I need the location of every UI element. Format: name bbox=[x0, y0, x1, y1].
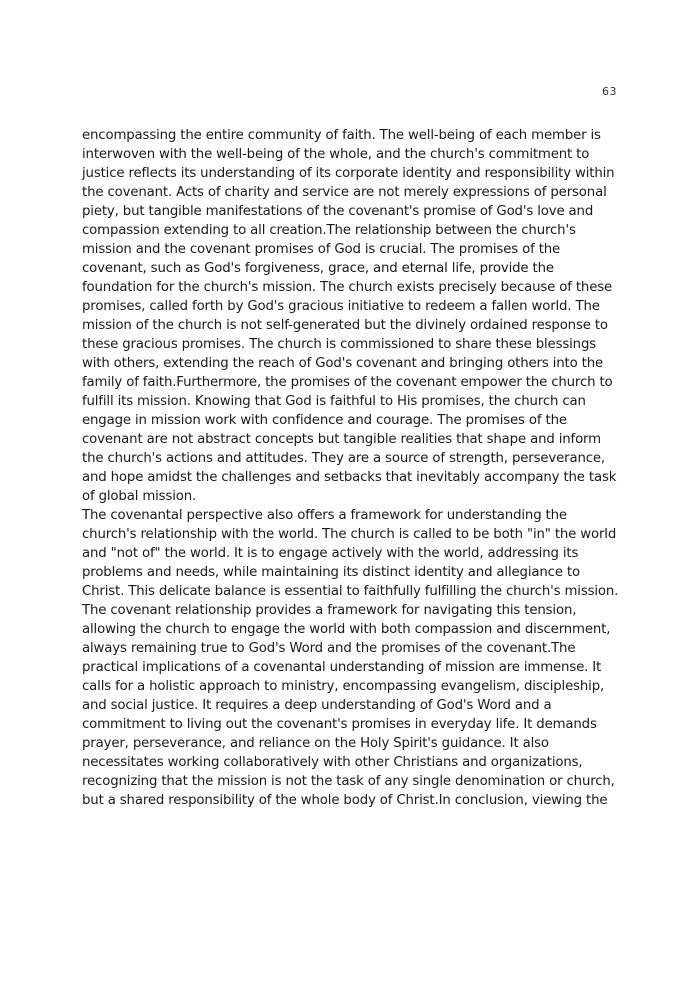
paragraph-1: encompassing the entire community of faith. The well-being of each member is interwoven with the well-being of the whole, and the church's commitment to justice reflects its understanding of its corporate identity and responsibility within the covenant. Acts of charity and service are not merely expressions of personal piety, but tangible manifestations of the covenant's promise of God's love and compassion extending to all creation.The relationship between the church's mission and the covenant promises of God is crucial. The promises of the covenant, such as God's forgiveness, grace, and eternal life, provide the foundation for the church's mission. The church exists precisely because of these promises, called forth by God's gracious initiative to redeem a fallen world. The mission of the church is not self-generated but the divinely ordained response to these gracious promises. The church is commissioned to share these blessings with others, extending the reach of God's covenant and bringing others into the family of faith.Furthermore, the promises of the covenant empower the church to fulfill its mission. Knowing that God is faithful to His promises, the church can engage in mission work with confidence and courage. The promises of the covenant are not abstract concepts but tangible realities that shape and inform the church's actions and attitudes. They are a source of strength, perseverance, and hope amidst the challenges and setbacks that inevitably accompany the task of global mission. bbox=[82, 128, 617, 504]
page-number: 63 bbox=[602, 85, 617, 98]
paragraph-2: The covenantal perspective also offers a framework for understanding the church's relationship with the world. The church is called to be both "in" the world and "not of" the world. It is to engage actively with the world, addressing its problems and needs, while maintaining its distinct identity and allegiance to Christ. This delicate balance is essential to faithfully fulfilling the church's mission. The covenant relationship provides a framework for navigating this tension, allowing the church to engage the world with both compassion and discernment, always remaining true to God's Word and the promises of the covenant.The practical implications of a covenantal understanding of mission are immense. It calls for a holistic approach to ministry, encompassing evangelism, discipleship, and social justice. It requires a deep understanding of God's Word and a commitment to living out the covenant's promises in everyday life. It demands prayer, perseverance, and reliance on the Holy Spirit's guidance. It also necessitates working collaboratively with other Christians and organizations, recognizing that the mission is not the task of any single denomination or church, but a shared responsibility of the whole body of Christ.In conclusion, viewing the bbox=[82, 508, 619, 808]
body-text bbox=[82, 126, 622, 810]
